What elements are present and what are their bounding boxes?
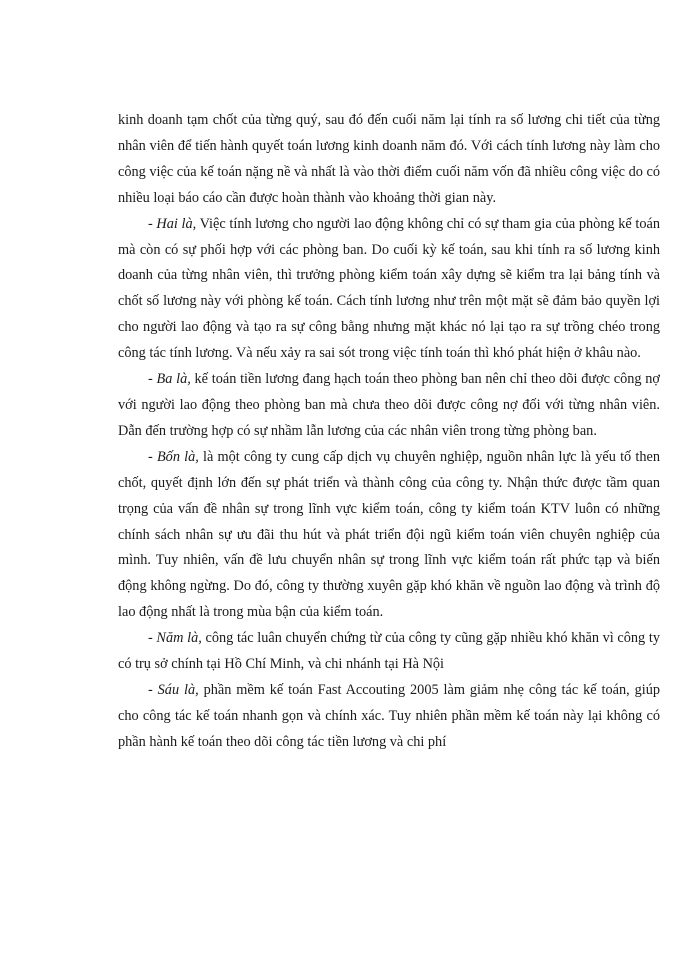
paragraph-hai-la	[118, 212, 660, 367]
paragraph-text: phần mềm kế toán Fast Accouting 2005 làm giảm nhẹ công tác kế toán, giúp cho công tác kế toán nhanh gọn và chính xác. Tuy nhiên phần mềm kế toán này lại không có phần hành kế toán theo dõi công tác tiền lương và chi phí	[118, 681, 660, 750]
paragraph-lead: - Hai là,	[148, 215, 197, 232]
paragraph-lead: - Năm là,	[148, 630, 202, 647]
paragraph-lead: - Ba là,	[148, 371, 191, 388]
paragraph-text: kinh doanh tạm chốt của từng quý, sau đó đến cuối năm lại tính ra số lương chi tiết của từng nhân viên để tiến hành quyết toán lương kinh doanh năm đó. Với cách tính lương này làm cho công việc của kế toán nặng nề và nhất là vào thời điểm cuối năm vốn đã nhiều công việc do có nhiều loại báo cáo cần được hoàn thành vào khoảng thời gian này.	[118, 112, 660, 206]
paragraph-text: kế toán tiền lương đang hạch toán theo phòng ban nên chỉ theo dõi được công nợ với người lao động theo phòng ban mà chưa theo dõi được công nợ đối với từng nhân viên. Dẫn đến trường hợp có sự nhầm lẫn lương của các nhân viên trong từng phòng ban.	[118, 371, 660, 439]
paragraph-text: công tác luân chuyển chứng từ của công ty cũng gặp nhiều khó khăn vì công ty có trụ sở chính tại Hồ Chí Minh, và chi nhánh tại Hà Nội	[118, 630, 660, 673]
paragraph-bon-la	[118, 445, 660, 626]
paragraph-sau-la	[118, 678, 660, 756]
paragraph-text: là một công ty cung cấp dịch vụ chuyên nghiệp, nguồn nhân lực là yếu tố then chốt, quyết định lớn đến sự phát triển và thành công của công ty. Nhận thức được tầm quan trọng của vấn đề nhân sự trong lĩnh vực kiểm toán, công ty kiểm toán KTV luôn có những chính sách nhân sự ưu đãi thu hút và phát triển đội ngũ kiểm toán viên chuyên nghiệp của mình. Tuy nhiên, vấn đề lưu chuyển nhân sự trong lĩnh vực kiểm toán rất phức tạp và biến động không ngừng. Do đó, công ty thường xuyên gặp khó khăn về nguồn lao động và trình độ lao động nhất là trong mùa bận của kiểm toán.	[118, 448, 661, 621]
paragraph-ba-la	[118, 367, 660, 445]
paragraph-lead: - Bốn là,	[148, 448, 199, 465]
paragraph-continuation	[118, 108, 660, 212]
document-body	[118, 108, 660, 756]
paragraph-nam-la	[118, 626, 660, 678]
paragraph-text: Việc tính lương cho người lao động không chỉ có sự tham gia của phòng kế toán mà còn có sự phối hợp với các phòng ban. Do cuối kỳ kế toán, sau khi tính ra số lương kinh doanh của từng nhân viên, thì trưởng phòng kiểm toán xây dựng sẽ kiểm tra lại bảng tính và chốt số lương này với phòng kế toán. Cách tính lương như trên một mặt sẽ đảm bảo quyền lợi cho người lao động và tạo ra sự công bằng nhưng mặt khác nó lại tạo ra sự trồng chéo trong công tác tính lương. Và nếu xảy ra sai sót trong việc tính toán thì khó phát hiện ở khâu nào.	[118, 215, 660, 362]
paragraph-lead: - Sáu là,	[148, 681, 199, 698]
